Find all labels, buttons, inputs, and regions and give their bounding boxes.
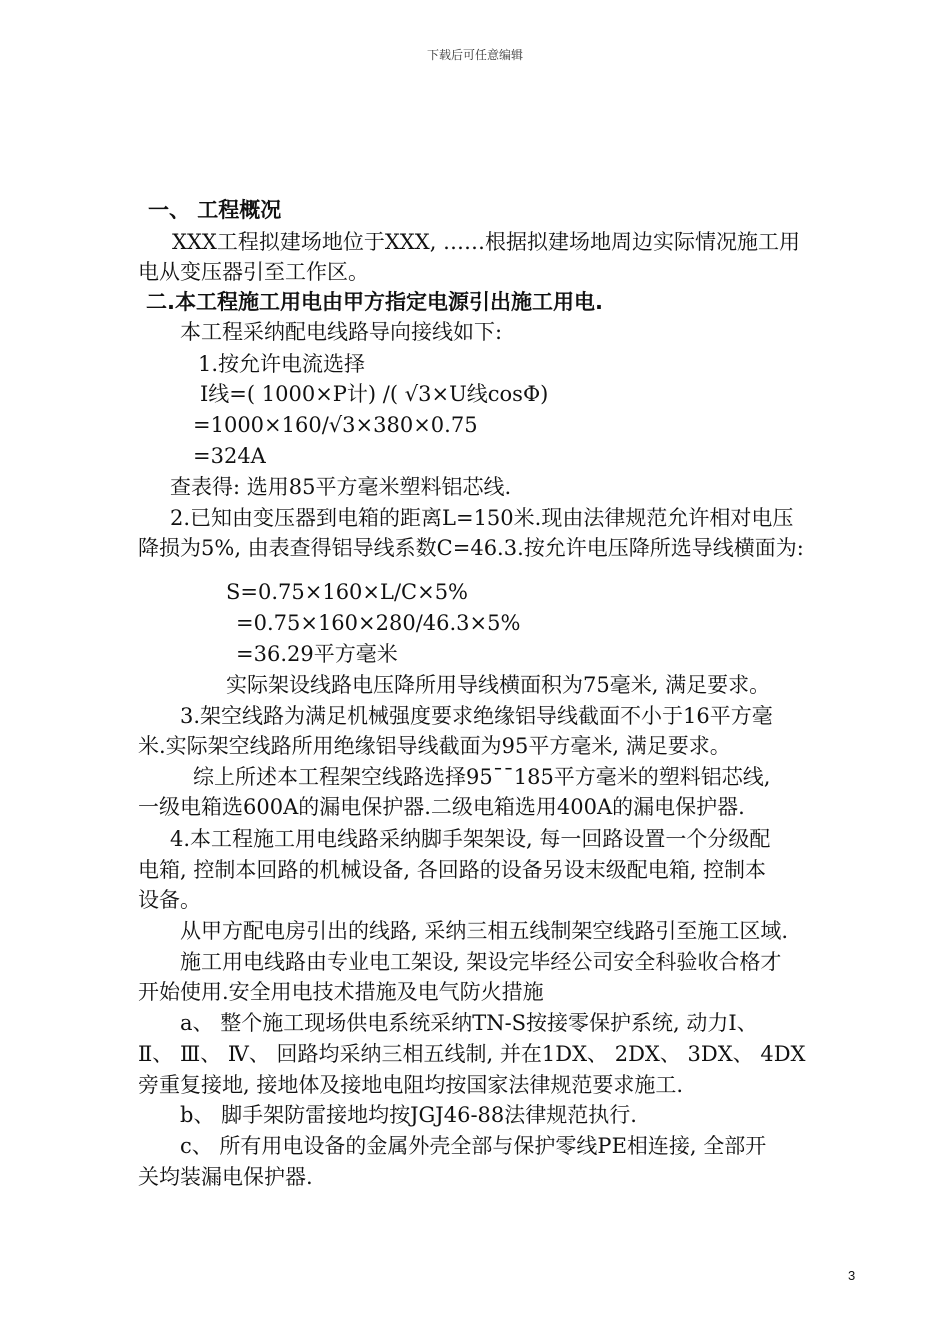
section-heading-2: 二.本工程施工用电由甲方指定电源引出施工用电. <box>146 290 603 314</box>
formula-line: I线=( 1000×P计) /( √3×U线cosΦ) <box>200 382 549 406</box>
page-number: 3 <box>848 1268 856 1283</box>
paragraph-line: Ⅱ、 Ⅲ、 Ⅳ、 回路均采纳三相五线制, 并在1DX、 2DX、 3DX、 4DX <box>138 1042 806 1066</box>
paragraph-line: 米.实际架空线路所用绝缘铝导线截面为95平方毫米, 满足要求。 <box>138 734 731 758</box>
formula-line: =36.29平方毫米 <box>236 642 398 666</box>
formula-line: S=0.75×160×L/C×5% <box>226 580 469 604</box>
paragraph-line: 电箱, 控制本回路的机械设备, 各回路的设备另设末级配电箱, 控制本 <box>138 858 767 882</box>
list-item-a: a、 整个施工现场供电系统采纳TN-S按接零保护系统, 动力Ⅰ、 <box>180 1011 758 1035</box>
section-heading-1: 一、 工程概况 <box>148 198 282 222</box>
formula-line: =0.75×160×280/46.3×5% <box>236 611 521 635</box>
paragraph-line: XXX工程拟建场地位于XXX, ……根据拟建场地周边实际情况施工用 <box>172 230 801 254</box>
paragraph-line: 电从变压器引至工作区。 <box>138 260 369 284</box>
paragraph-line: 实际架设线路电压降所用导线横面积为75毫米, 满足要求。 <box>226 673 771 697</box>
paragraph-line: 2.已知由变压器到电箱的距离L=150米.现由法律规范允许相对电压 <box>170 506 794 530</box>
paragraph-line: 从甲方配电房引出的线路, 采纳三相五线制架空线路引至施工区域. <box>180 919 789 943</box>
paragraph-line: 本工程采纳配电线路导向接线如下: <box>180 320 503 344</box>
page-header: 下载后可任意编辑 <box>426 48 523 62</box>
formula-line: =324A <box>193 444 266 468</box>
formula-step-title: 1.按允许电流选择 <box>198 352 366 376</box>
paragraph-line: 4.本工程施工用电线路采纳脚手架架设, 每一回路设置一个分级配 <box>170 827 771 851</box>
paragraph-line: 综上所述本工程架空线路选择95¯¯185平方毫米的塑料铝芯线, <box>193 765 771 789</box>
list-item-b: b、 脚手架防雷接地均按JGJ46-88法律规范执行. <box>180 1103 637 1127</box>
paragraph-line: 关均装漏电保护器. <box>138 1165 313 1189</box>
paragraph-line: 施工用电线路由专业电工架设, 架设完毕经公司安全科验收合格才 <box>180 950 782 974</box>
paragraph-line: 开始使用.安全用电技术措施及电气防火措施 <box>138 980 544 1004</box>
paragraph-line: 一级电箱选600A的漏电保护器.二级电箱选用400A的漏电保护器. <box>138 795 745 819</box>
paragraph-line: 查表得: 选用85平方毫米塑料铝芯线. <box>170 475 512 499</box>
paragraph-line: 降损为5%, 由表查得铝导线系数C=46.3.按允许电压降所选导线横面为: <box>138 536 804 560</box>
formula-line: =1000×160/√3×380×0.75 <box>193 413 478 437</box>
paragraph-line: 旁重复接地, 接地体及接地电阻均按国家法律规范要求施工. <box>138 1073 684 1097</box>
paragraph-line: 设备。 <box>138 888 201 912</box>
list-item-c: c、 所有用电设备的金属外壳全部与保护零线PE相连接, 全部开 <box>180 1134 767 1158</box>
paragraph-line: 3.架空线路为满足机械强度要求绝缘铝导线截面不小于16平方毫 <box>180 704 773 728</box>
